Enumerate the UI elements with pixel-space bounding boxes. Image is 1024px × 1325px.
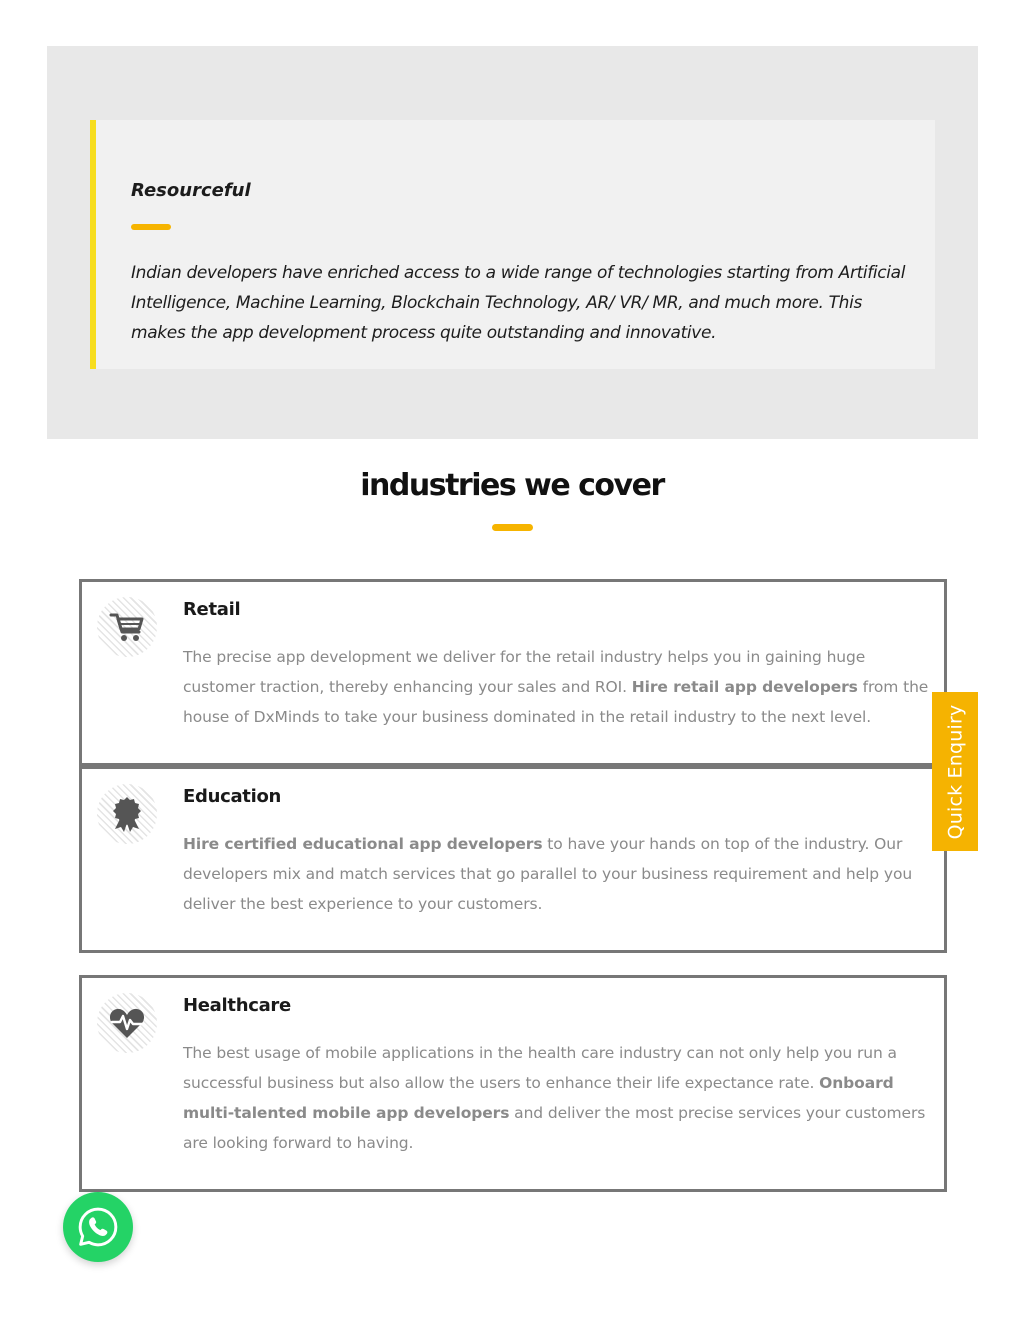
- quick-enquiry-label: Quick Enquiry: [944, 704, 967, 839]
- feature-section: [47, 46, 978, 439]
- feature-text: Indian developers have enriched access to a wide range of technologies starting from Artificial Intelligence, Machine Learning, Blockchain Technology, AR/ VR/ MR, and much more. This makes the app development process quite outstanding and innovative.: [131, 263, 906, 343]
- whatsapp-button[interactable]: [63, 1192, 133, 1262]
- title-underline: [131, 224, 171, 230]
- feature-quote-box: [90, 120, 935, 369]
- shopping-cart-icon: [97, 597, 157, 657]
- industry-title: Education: [183, 786, 282, 807]
- industry-title: Retail: [183, 599, 241, 620]
- section-title-underline: [492, 524, 533, 531]
- industry-link-healthcare[interactable]: Onboard multi-talented mobile app developers: [183, 1074, 894, 1122]
- heart-pulse-icon: [97, 993, 157, 1053]
- whatsapp-icon: [77, 1206, 119, 1248]
- quick-enquiry-button[interactable]: [932, 692, 978, 851]
- industry-description: The best usage of mobile applications in the health care industry can not only help you run a successful business but also allow the users to enhance their life expectance rate. Onboard multi-talented mobile app developers and deliver the most precise services your customers are looking forward to having.: [183, 1044, 926, 1152]
- section-title: industries we cover: [360, 468, 664, 503]
- industry-link-retail[interactable]: Hire retail app developers: [631, 678, 858, 696]
- feature-title: Resourceful: [131, 180, 251, 201]
- industry-description: Hire certified educational app developers to have your hands on top of the industry. Our developers mix and match services that go parallel to your business requirement and help you deliver the best experience to your customers.: [183, 835, 913, 913]
- industry-title: Healthcare: [183, 995, 291, 1016]
- industry-description: The precise app development we deliver for the retail industry helps you in gaining huge customer traction, thereby enhancing your sales and ROI. Hire retail app developers from the house of DxMinds to take your business dominated in the retail industry to the next level.: [183, 648, 929, 726]
- industry-card-retail: [79, 579, 947, 766]
- industry-link-education[interactable]: Hire certified educational app developers: [183, 835, 543, 853]
- industry-card-healthcare: [79, 975, 947, 1192]
- award-badge-icon: [97, 784, 157, 844]
- industry-card-education: [79, 766, 947, 953]
